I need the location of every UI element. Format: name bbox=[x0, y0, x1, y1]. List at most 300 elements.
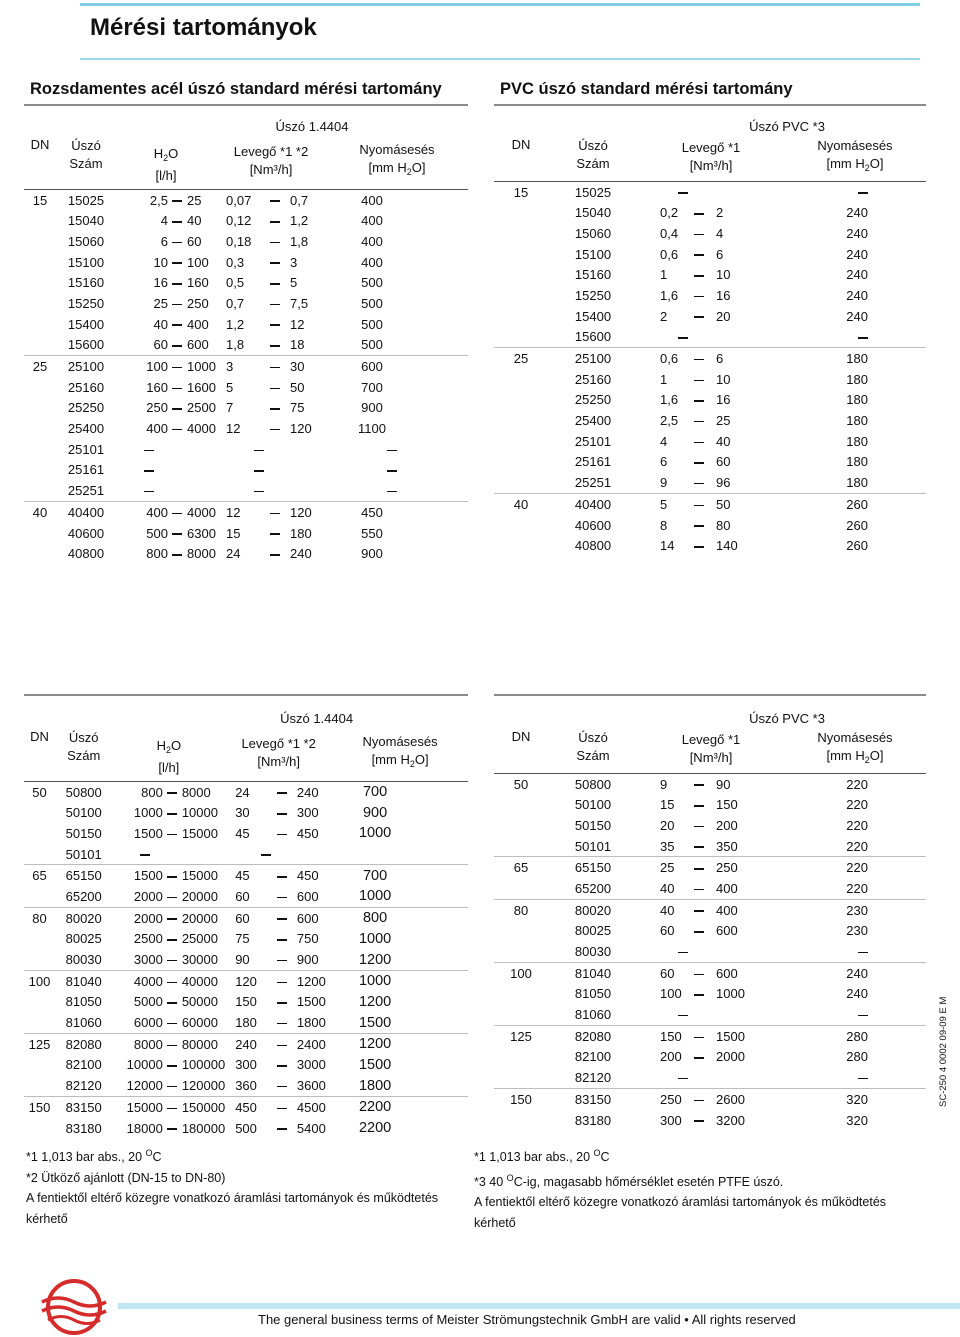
dn-cell bbox=[24, 398, 56, 419]
air-min-cell: 5 bbox=[226, 379, 234, 395]
table-row bbox=[494, 815, 926, 836]
table-row bbox=[24, 1075, 468, 1096]
air-max-value: 750 bbox=[296, 931, 319, 947]
water-max-cell bbox=[172, 439, 216, 460]
float-number-cell: 50150 bbox=[65, 825, 102, 841]
float-number-cell: 81050 bbox=[574, 986, 612, 1002]
water-min-cell: 1000 bbox=[133, 805, 163, 821]
table-row bbox=[494, 410, 926, 431]
pressure-cell: 220 bbox=[784, 857, 926, 878]
table-row bbox=[494, 941, 926, 962]
air-max-cell bbox=[277, 802, 332, 823]
pressure-cell bbox=[326, 480, 468, 501]
range-dash bbox=[694, 483, 704, 485]
water-max-cell bbox=[172, 189, 216, 210]
air-min-cell: 9 bbox=[660, 475, 668, 491]
pvc-air-header-2: Levegő *1 bbox=[681, 731, 741, 747]
pvc-dn-header-2: DN bbox=[511, 728, 531, 744]
air-min-cell: 1,2 bbox=[226, 316, 245, 332]
dn-cell: 65 bbox=[24, 865, 55, 886]
air-min-cell: 20 bbox=[660, 817, 675, 833]
range-dash bbox=[270, 388, 280, 390]
water-min-cell: 18000 bbox=[126, 1120, 163, 1136]
float-number-cell: 40800 bbox=[574, 538, 612, 554]
air-min-cell: 360 bbox=[235, 1078, 257, 1094]
air-max-cell bbox=[694, 285, 784, 306]
air-min-cell: 0,2 bbox=[660, 205, 679, 221]
air-max-cell bbox=[270, 210, 326, 231]
float-header-2: Úszó bbox=[68, 729, 99, 745]
dn-cell bbox=[24, 418, 56, 439]
water-max-value: 100 bbox=[187, 254, 209, 270]
table-row bbox=[24, 907, 468, 928]
float-number-cell: 15600 bbox=[574, 329, 612, 345]
water-max-value: 1000 bbox=[187, 359, 216, 375]
water-max-value: 160 bbox=[187, 275, 209, 291]
table-row bbox=[24, 1118, 468, 1139]
table-row bbox=[494, 452, 926, 473]
air-min-cell: 35 bbox=[660, 838, 675, 854]
air-min-cell: 100 bbox=[660, 986, 682, 1002]
air-max-cell bbox=[277, 1033, 332, 1054]
pressure-cell: 220 bbox=[846, 817, 868, 833]
air-max-cell bbox=[694, 202, 784, 223]
range-dash bbox=[694, 316, 704, 318]
water-header: $H_2O$ bbox=[153, 145, 179, 163]
pressure-cell bbox=[784, 1067, 926, 1088]
air-max-value: 240 bbox=[296, 784, 319, 800]
range-dash bbox=[858, 1078, 868, 1080]
range-dash bbox=[172, 345, 182, 347]
page-title: Mérési tartományok bbox=[90, 14, 317, 41]
dn-cell bbox=[494, 410, 548, 431]
air-max-value: 400 bbox=[716, 902, 738, 918]
table-row bbox=[494, 535, 926, 556]
float-number-cell: 25160 bbox=[67, 379, 105, 395]
pvc-air-header: Levegő *1 bbox=[681, 139, 741, 155]
air-max-cell bbox=[277, 1012, 332, 1033]
air-max-value: 3 bbox=[290, 254, 298, 270]
table-row bbox=[24, 398, 468, 419]
air-min-cell: 24 bbox=[226, 546, 241, 562]
water-max-cell bbox=[167, 970, 225, 991]
dn-cell bbox=[494, 815, 548, 836]
air-min-cell: 300 bbox=[235, 1057, 257, 1073]
table-row bbox=[24, 929, 468, 950]
air-max-cell bbox=[270, 314, 326, 335]
air-max-value: 96 bbox=[716, 475, 731, 491]
dn-cell bbox=[24, 1055, 55, 1076]
dn-cell bbox=[24, 523, 56, 544]
document-code: SC-250 4 0002 09-09 E M bbox=[938, 996, 949, 1107]
air-max-value: 80 bbox=[716, 517, 731, 533]
dn-cell: 100 bbox=[24, 970, 55, 991]
water-max-value: 250 bbox=[187, 295, 209, 311]
range-dash bbox=[858, 192, 868, 194]
dn-cell bbox=[24, 543, 56, 564]
float-number-cell: 15060 bbox=[574, 225, 612, 241]
table-row bbox=[494, 244, 926, 265]
float-number-cell: 50100 bbox=[574, 797, 612, 813]
air-max-cell bbox=[270, 377, 326, 398]
float-number-cell: 50150 bbox=[574, 817, 612, 833]
pressure-cell: 240 bbox=[846, 986, 868, 1002]
pressure-cell: 180 bbox=[846, 433, 868, 449]
table-row bbox=[24, 865, 468, 886]
table-row bbox=[494, 921, 926, 942]
air-max-value: 600 bbox=[716, 965, 738, 981]
dn-cell bbox=[494, 452, 548, 473]
table-row bbox=[24, 781, 468, 802]
water-max-cell bbox=[167, 781, 225, 802]
air-max-value: 30 bbox=[290, 359, 305, 375]
air-max-value: 3000 bbox=[296, 1057, 326, 1073]
float-number-cell: 25101 bbox=[67, 441, 105, 457]
air-max-value: 2600 bbox=[716, 1091, 745, 1107]
range-dash bbox=[694, 296, 704, 298]
dn-cell bbox=[24, 823, 55, 844]
number-header-2: Szám bbox=[67, 747, 101, 763]
float-number-cell: 50100 bbox=[65, 805, 102, 821]
pressure-cell bbox=[784, 941, 926, 962]
table-row bbox=[24, 231, 468, 252]
air-min-cell: 0,3 bbox=[226, 254, 245, 270]
pressure-cell: 220 bbox=[846, 880, 868, 896]
pressure-cell: 1000 bbox=[332, 970, 468, 991]
float-number-cell: 15250 bbox=[67, 295, 105, 311]
air-max-value: 600 bbox=[716, 923, 738, 939]
air-max-cell bbox=[694, 431, 784, 452]
steel-model-label-2: Úszó 1.4404 bbox=[280, 710, 354, 726]
range-dash bbox=[167, 1045, 177, 1047]
table-row bbox=[494, 369, 926, 390]
air-min-cell: 180 bbox=[235, 1015, 257, 1031]
air-max-cell bbox=[270, 439, 326, 460]
table-row bbox=[24, 543, 468, 564]
water-max-value: 50000 bbox=[181, 994, 218, 1010]
air-max-cell bbox=[694, 1089, 784, 1110]
float-number-cell: 15025 bbox=[67, 192, 105, 208]
air-max-value: 2400 bbox=[296, 1036, 326, 1052]
air-max-value: 4 bbox=[716, 225, 724, 241]
dn-cell: 40 bbox=[494, 494, 548, 515]
air-min-cell bbox=[638, 1067, 694, 1088]
air-max-cell bbox=[270, 398, 326, 419]
water-min-cell bbox=[112, 844, 166, 865]
pressure-cell: 400 bbox=[361, 213, 383, 229]
table-row bbox=[494, 984, 926, 1005]
pressure-cell: 260 bbox=[846, 517, 868, 533]
table-row bbox=[494, 836, 926, 857]
dn-cell bbox=[24, 439, 56, 460]
range-dash bbox=[167, 1128, 177, 1130]
pressure-cell: 500 bbox=[361, 337, 383, 353]
air-max-value: 90 bbox=[716, 776, 731, 792]
range-dash bbox=[172, 200, 182, 202]
pressure-cell: 230 bbox=[846, 923, 868, 939]
pvc-model-label-2: Úszó PVC *3 bbox=[749, 710, 825, 726]
float-number-cell: 25251 bbox=[574, 475, 612, 491]
float-number-cell: 82100 bbox=[574, 1049, 612, 1065]
table-row bbox=[494, 1110, 926, 1131]
range-dash bbox=[277, 1128, 287, 1130]
table-row bbox=[494, 494, 926, 515]
air-max-cell bbox=[277, 886, 332, 907]
dn-cell bbox=[24, 335, 56, 356]
dn-cell bbox=[494, 1067, 548, 1088]
dn-cell bbox=[24, 377, 56, 398]
air-max-value: 450 bbox=[296, 825, 319, 841]
air-min-cell: 1 bbox=[660, 267, 668, 283]
pvc-bottom-section-rule bbox=[494, 694, 926, 696]
pressure-unit: [mm $H_2O$] bbox=[368, 159, 426, 177]
table-row bbox=[494, 857, 926, 878]
water-max-cell bbox=[167, 929, 225, 950]
air-min-cell: 0,12 bbox=[226, 213, 252, 229]
air-max-cell bbox=[270, 356, 326, 377]
range-dash bbox=[678, 1015, 688, 1017]
air-max-value: 180 bbox=[290, 525, 312, 541]
dn-cell bbox=[494, 1004, 548, 1025]
range-dash bbox=[694, 505, 704, 507]
range-dash bbox=[167, 1002, 177, 1004]
air-max-value: 12 bbox=[290, 316, 305, 332]
water-max-cell bbox=[167, 865, 225, 886]
air-max-value: 300 bbox=[296, 805, 319, 821]
float-number-cell: 65150 bbox=[55, 865, 113, 886]
table-row bbox=[494, 390, 926, 411]
air-min-cell: 9 bbox=[660, 776, 668, 792]
range-dash bbox=[167, 813, 177, 815]
dn-cell bbox=[494, 472, 548, 493]
pressure-cell: 800 bbox=[332, 907, 468, 928]
air-max-cell bbox=[694, 815, 784, 836]
dn-cell bbox=[494, 836, 548, 857]
float-number-cell: 25400 bbox=[67, 421, 105, 437]
pressure-cell: 450 bbox=[326, 502, 468, 523]
air-max-cell bbox=[694, 1067, 784, 1088]
air-max-cell bbox=[694, 794, 784, 815]
float-number-cell: 82100 bbox=[65, 1057, 102, 1073]
table-row bbox=[494, 794, 926, 815]
pressure-cell: 1000 bbox=[358, 930, 392, 947]
air-unit-2: [Nm³/h] bbox=[257, 753, 300, 769]
range-dash bbox=[270, 429, 280, 431]
air-header-2: Levegő *1 *2 bbox=[241, 735, 316, 751]
float-number-cell: 15100 bbox=[574, 246, 612, 262]
air-max-cell bbox=[277, 1118, 332, 1139]
air-max-cell bbox=[270, 272, 326, 293]
air-max-cell bbox=[277, 1097, 332, 1118]
table-row bbox=[24, 523, 468, 544]
float-number-cell: 82120 bbox=[65, 1078, 102, 1094]
air-max-cell bbox=[277, 1075, 332, 1096]
air-min-cell: 24 bbox=[235, 784, 250, 800]
pvc-model-label: Úszó PVC *3 bbox=[749, 118, 825, 134]
water-max-cell bbox=[172, 210, 216, 231]
footer-text: The general business terms of Meister Strömungstechnik GmbH are valid • All rights reserved bbox=[258, 1312, 796, 1327]
air-max-value: 5 bbox=[290, 275, 298, 291]
table-row bbox=[24, 992, 468, 1013]
table-row bbox=[24, 1012, 468, 1033]
float-number-cell: 80020 bbox=[55, 907, 113, 928]
range-dash bbox=[277, 1086, 287, 1088]
range-dash bbox=[167, 834, 177, 836]
float-number-cell: 25250 bbox=[574, 392, 612, 408]
dn-cell bbox=[494, 390, 548, 411]
range-dash bbox=[694, 910, 704, 912]
water-max-cell bbox=[167, 1055, 225, 1076]
range-dash bbox=[172, 221, 182, 223]
air-max-cell bbox=[694, 390, 784, 411]
steel-notes bbox=[26, 1143, 438, 1229]
steel-note-1: *1 1,013 bar abs., 20 $^O$C bbox=[26, 1148, 162, 1164]
range-dash bbox=[172, 242, 182, 244]
range-dash bbox=[270, 283, 280, 285]
air-max-value: 1500 bbox=[716, 1028, 745, 1044]
float-number-cell: 83150 bbox=[548, 1089, 638, 1110]
range-dash bbox=[172, 262, 182, 264]
table-row bbox=[24, 460, 468, 481]
water-max-cell bbox=[167, 844, 225, 865]
air-min-cell: 4 bbox=[660, 433, 668, 449]
float-number-cell: 82080 bbox=[55, 1033, 113, 1054]
air-max-cell bbox=[277, 992, 332, 1013]
water-min-cell: 3000 bbox=[133, 952, 163, 968]
pressure-cell: 240 bbox=[846, 205, 868, 221]
air-max-value: 120 bbox=[290, 421, 312, 437]
water-max-cell bbox=[172, 272, 216, 293]
range-dash bbox=[678, 192, 688, 194]
air-max-cell bbox=[277, 949, 332, 970]
float-number-cell: 15400 bbox=[574, 308, 612, 324]
water-max-cell bbox=[167, 949, 225, 970]
water-max-value: 8000 bbox=[187, 546, 216, 562]
air-max-cell bbox=[694, 327, 784, 348]
steel-model-label: Úszó 1.4404 bbox=[275, 118, 349, 134]
air-max-value: 7,5 bbox=[290, 295, 309, 311]
water-max-cell bbox=[172, 377, 216, 398]
table-row bbox=[494, 202, 926, 223]
range-dash bbox=[277, 1023, 287, 1025]
float-number-cell: 15250 bbox=[574, 287, 612, 303]
air-min-cell bbox=[638, 941, 694, 962]
water-min-cell: 15000 bbox=[112, 1097, 166, 1118]
dn-cell bbox=[24, 210, 56, 231]
air-min-cell: 60 bbox=[235, 888, 250, 904]
pressure-cell: 2200 bbox=[358, 1120, 392, 1137]
water-max-value: 400 bbox=[187, 316, 209, 332]
air-max-value: 3200 bbox=[716, 1112, 745, 1128]
number-header: Szám bbox=[69, 155, 103, 171]
air-min-cell: 1 bbox=[660, 371, 668, 387]
dn-cell bbox=[24, 992, 55, 1013]
dn-cell bbox=[494, 941, 548, 962]
table-row bbox=[24, 1055, 468, 1076]
float-number-cell: 81050 bbox=[65, 994, 102, 1010]
range-dash bbox=[261, 854, 271, 856]
pressure-cell: 240 bbox=[846, 225, 868, 241]
air-max-value: 4500 bbox=[296, 1099, 326, 1115]
air-min-cell: 500 bbox=[235, 1120, 257, 1136]
water-min-cell: 10000 bbox=[126, 1057, 163, 1073]
air-min-cell: 60 bbox=[660, 923, 675, 939]
water-min-cell: 4 bbox=[160, 213, 168, 229]
dn-cell: 125 bbox=[24, 1033, 55, 1054]
air-max-cell bbox=[277, 907, 332, 928]
dn-cell: 65 bbox=[494, 857, 548, 878]
pressure-cell bbox=[326, 460, 468, 481]
float-number-cell: 25100 bbox=[548, 348, 638, 369]
range-dash bbox=[270, 242, 280, 244]
float-number-cell: 50101 bbox=[65, 846, 102, 862]
range-dash bbox=[270, 324, 280, 326]
range-dash bbox=[858, 1015, 868, 1017]
water-min-cell: 800 bbox=[141, 784, 163, 800]
float-number-cell: 80030 bbox=[65, 952, 102, 968]
pressure-cell: 260 bbox=[784, 494, 926, 515]
table-row bbox=[24, 1097, 468, 1118]
table-row bbox=[494, 899, 926, 920]
pressure-header: Nyomásesés bbox=[359, 141, 435, 157]
range-dash bbox=[270, 408, 280, 410]
table-row bbox=[24, 886, 468, 907]
water-min-cell: 8000 bbox=[112, 1033, 166, 1054]
range-dash bbox=[167, 897, 177, 899]
range-dash bbox=[172, 513, 182, 515]
range-dash bbox=[270, 513, 280, 515]
water-max-cell bbox=[167, 1097, 225, 1118]
dn-cell bbox=[24, 231, 56, 252]
float-number-cell: 25100 bbox=[56, 356, 116, 377]
air-max-value: 240 bbox=[290, 546, 312, 562]
air-min-cell: 0,6 bbox=[660, 246, 679, 262]
range-dash bbox=[678, 952, 688, 954]
dn-cell bbox=[24, 293, 56, 314]
pvc-float-header-2: Úszó bbox=[578, 729, 608, 745]
air-max-cell bbox=[270, 543, 326, 564]
pressure-cell: 700 bbox=[361, 379, 383, 395]
water-max-value: 10000 bbox=[181, 805, 218, 821]
water-min-cell: 5000 bbox=[133, 994, 163, 1010]
pressure-cell: 2200 bbox=[332, 1097, 468, 1118]
range-dash bbox=[167, 939, 177, 941]
air-max-cell bbox=[694, 452, 784, 473]
air-min-cell: 240 bbox=[225, 1033, 277, 1054]
range-dash bbox=[277, 792, 287, 794]
water-max-cell bbox=[172, 523, 216, 544]
range-dash bbox=[167, 876, 177, 878]
dn-cell bbox=[24, 949, 55, 970]
pressure-cell: 260 bbox=[846, 538, 868, 554]
air-min-cell: 40 bbox=[660, 880, 675, 896]
range-dash bbox=[270, 262, 280, 264]
float-number-cell: 80025 bbox=[574, 923, 612, 939]
air-max-value: 600 bbox=[296, 888, 319, 904]
air-min-cell: 25 bbox=[638, 857, 694, 878]
dn-cell bbox=[494, 921, 548, 942]
range-dash bbox=[254, 450, 264, 452]
range-dash bbox=[167, 1108, 177, 1110]
dn-cell: 100 bbox=[494, 962, 548, 983]
air-max-value: 40 bbox=[716, 433, 731, 449]
air-min-cell: 0,07 bbox=[226, 192, 252, 208]
air-min-cell: 15 bbox=[660, 797, 675, 813]
air-max-value: 350 bbox=[716, 838, 738, 854]
table-row bbox=[494, 1025, 926, 1046]
pressure-cell: 1200 bbox=[332, 1033, 468, 1054]
pressure-cell: 1500 bbox=[358, 1056, 392, 1073]
